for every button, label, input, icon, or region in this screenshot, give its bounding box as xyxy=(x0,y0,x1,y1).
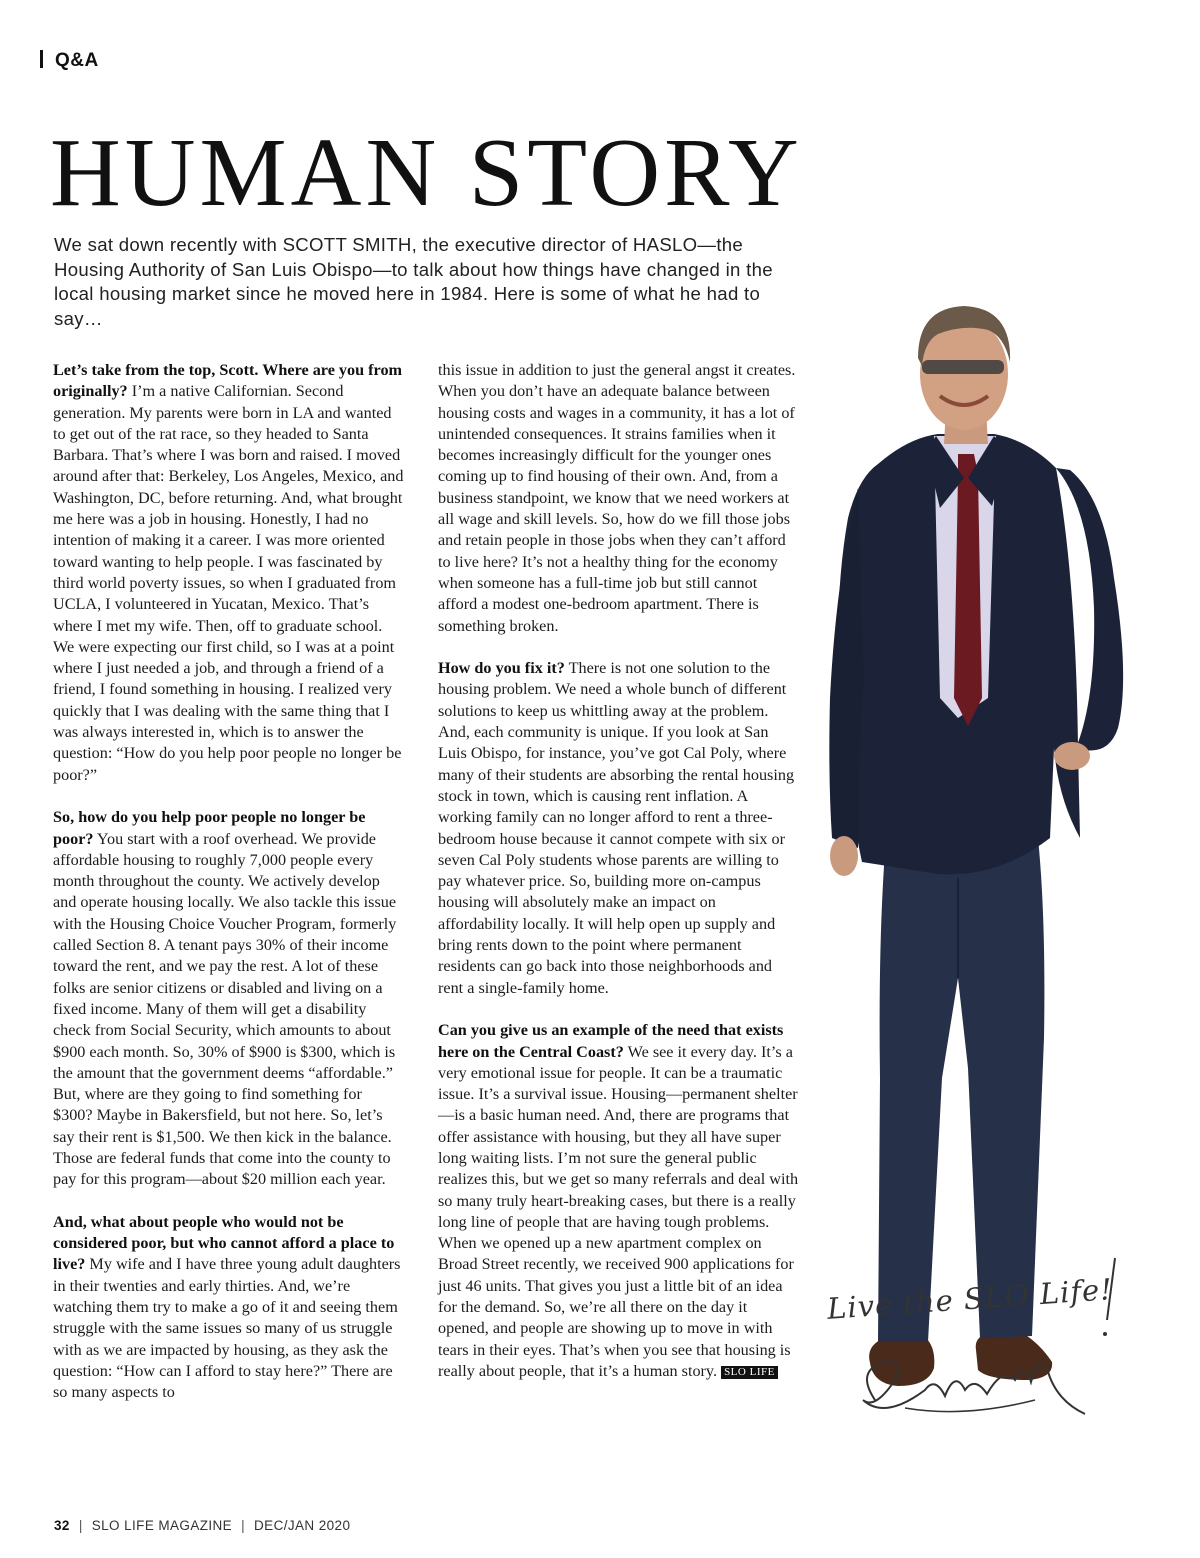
qa-paragraph xyxy=(53,807,405,1190)
answer: I’m a native Californian. Second generation. My parents were born in LA and wanted to get out of the rat race, so they headed to Santa Barbara. That’s where I was born and raised. I moved around after that: Berkeley, Los Angeles, Mexico, and Washington, DC, before returning. And, what brought me here was a job in housing. Honestly, I had no intention of making it a career. I was more oriented toward wanting to help people. I was fascinated by third world poverty issues, so when I graduated from UCLA, I volunteered in Yucatan, Mexico. That’s where I met my wife. Then, off to graduate school. We were expecting our first child, so I was at a point where I just needed a job, and through a friend of a friend, I found something in housing. I realized very quickly that I was dealing with the same thing that I was always interested in, which is to answer the question: “How do you help poor people no longer be poor?” xyxy=(53,382,404,784)
answer: We see it every day. It’s a very emotional issue for people. It can be a traumatic issue. It’s a survival issue. Housing—permanent shelter—is a basic human need. And, there are programs that offer assistance with housing, but they all have super long waiting lists. I’m not sure the general public realizes this, but we get so many referrals and deal with so many truly heart-breaking cases, but there is a really long line of people that are having tough problems. When we opened up a new apartment complex on Broad Street recently, we received 900 applications for just 46 units. That gives you just a little bit of an idea for the demand. So, we’re all there on the day it opened, and people are showing up to move in with tears in their eyes. That’s when you see that housing is really about people, that it’s a human story. xyxy=(438,1042,799,1380)
left-column xyxy=(53,360,405,1425)
question: How do you fix it? xyxy=(438,659,565,678)
question: So, how do you help poor people no longer be poor? xyxy=(53,808,366,848)
section-bar xyxy=(40,50,43,68)
tie xyxy=(954,454,982,726)
glasses xyxy=(922,360,1004,374)
footer-separator: | xyxy=(78,1518,83,1533)
end-mark-badge: SLO LIFE xyxy=(721,1366,778,1379)
footer-separator: | xyxy=(241,1518,246,1533)
answer: There is not one solution to the housing problem. We need a whole bunch of different solutions to keep us whittling away at the problem. And, each community is unique. If you look at San Luis Obispo, for instance, you’ve got Cal Poly, where many of their students are absorbing the rental housing stock in town, which is causing rent inflation. A working family can no longer afford to rent a three-bedroom house because it cannot compete with six or seven Cal Poly students whose parents are willing to pay whatever price. So, building more on-campus housing will absolutely make an impact on affordability locally. It will help open up supply and bring rents down to the point where permanent residents can go back into those neighborhoods and rent a single-family home. xyxy=(438,659,795,997)
answer: My wife and I have three young adult daughters in their twenties and early thirties. And, we’re watching them try to make a go of it and seeing them struggle with the same issues so many of us struggle with as we are impacted by housing, as they ask the question: “How can I afford to stay here?” There are so many aspects to xyxy=(53,1255,401,1402)
handwritten-note: Live the SLO Life! xyxy=(826,1272,1114,1326)
portrait-photo xyxy=(818,278,1158,1418)
question: Can you give us an example of the need that exists here on the Central Coast? xyxy=(438,1021,784,1061)
qa-paragraph xyxy=(53,360,405,786)
article-title: HUMAN STORY xyxy=(50,119,803,227)
article-intro: We sat down recently with SCOTT SMITH, the executive director of HASLO—the Housing Authority of San Luis Obispo—to talk about how things have changed in the local housing market since he moved here in 1984. Here is some of what he had to say… xyxy=(54,234,773,329)
page-footer xyxy=(54,1518,350,1533)
middle-column xyxy=(438,360,800,1404)
section-label xyxy=(40,50,99,72)
question: And, what about people who would not be considered poor, but who cannot afford a place to live? xyxy=(53,1212,395,1274)
hand xyxy=(1054,742,1090,770)
answer: You start with a roof overhead. We provide affordable housing to roughly 7,000 people every month throughout the county. We actively develop and operate housing locally. We also tackle this issue with the Housing Choice Voucher Program, formerly called Section 8. A tenant pays 30% of their income toward the rent, and we pay the rest. A lot of these folks are senior citizens or disabled and living on a fixed income. Many of them will get a disability check from Social Security, which amounts to about $900 each month. So, 30% of $900 is $300, which is the amount that the government deems “affordable.” But, where are they going to find something for $300? Maybe in Bakersfield, but not here. So, let’s say their rent is $1,500. We then kick in the balance. Those are federal funds that come into the county to pay for this program—about $20 million each year. xyxy=(53,829,397,1189)
magazine-name: SLO LIFE MAGAZINE xyxy=(91,1518,233,1533)
answer: this issue in addition to just the general angst it creates. When you don’t have an adequate balance between housing costs and wages in a community, it has a lot of unintended consequences. It strains families when it becomes increasingly difficult for the younger ones coming up to find housing of their own. And, from a business standpoint, we know that we need workers at all wage and skill levels. So, how do we fill those jobs and retain people in those jobs when they can’t afford to live here? It’s not a healthy thing for the economy when someone has a full-time job but still cannot afford a modest one-bedroom apartment. There is something broken. xyxy=(438,361,796,635)
qa-paragraph xyxy=(438,1020,800,1382)
qa-paragraph xyxy=(438,360,800,637)
qa-paragraph xyxy=(438,658,800,999)
section-label-text: Q&A xyxy=(55,50,99,71)
issue-date: DEC/JAN 2020 xyxy=(254,1518,351,1533)
qa-paragraph xyxy=(53,1212,405,1404)
page-number: 32 xyxy=(54,1518,70,1533)
question: Let’s take from the top, Scott. Where are you from originally? xyxy=(53,361,403,401)
